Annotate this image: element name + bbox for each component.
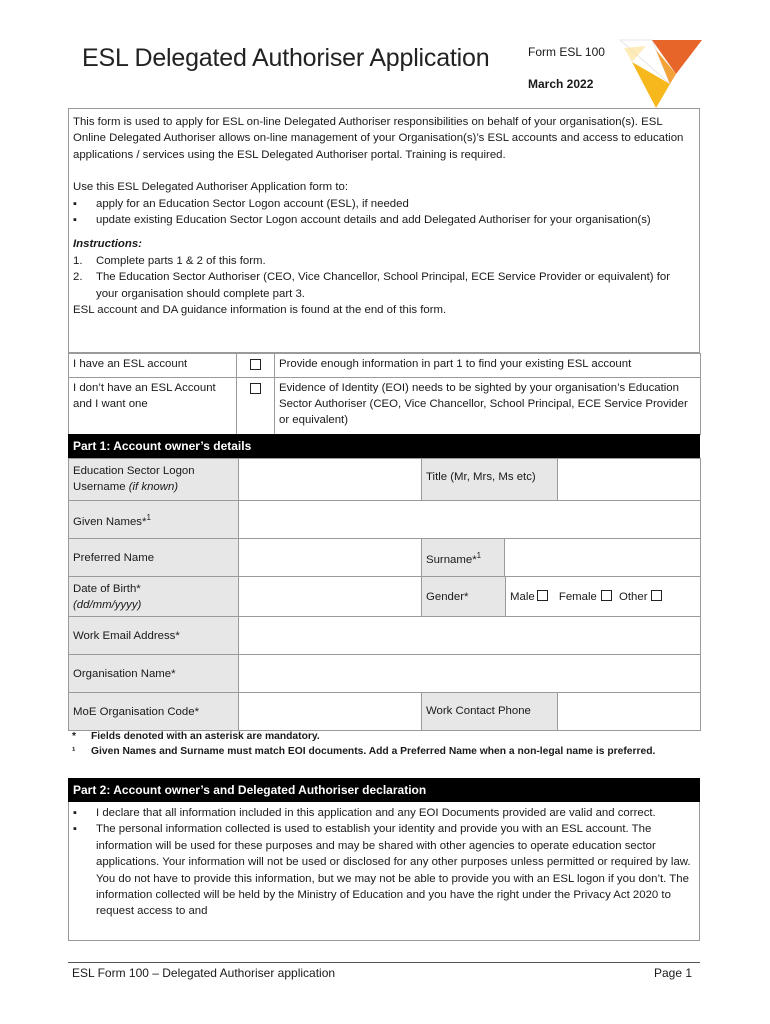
title-field[interactable] (558, 459, 700, 500)
org-name-label: Organisation Name* (69, 655, 239, 693)
title-label: Title (Mr, Mrs, Ms etc) (422, 459, 558, 500)
phone-row-cell (422, 693, 701, 731)
username-label: Education Sector Logon Username (73, 465, 195, 493)
username-hint: (if known) (128, 481, 179, 493)
preferred-name-label: Preferred Name (69, 539, 239, 577)
gender-option-female: Female (558, 590, 597, 603)
gender-options (506, 577, 701, 617)
moe-code-label: MoE Organisation Code* (69, 693, 239, 731)
footnote-marker: ¹ (72, 746, 76, 757)
surname-field[interactable] (505, 539, 700, 576)
page-number: Page 1 (654, 966, 693, 980)
footnote-marker: * (72, 731, 77, 742)
given-names-label: Given Names* (73, 515, 147, 528)
part2-heading: Part 2: Account owner’s and Delegated Authoriser declaration (68, 778, 700, 802)
gender-option-other: Other (619, 590, 648, 603)
org-name-field[interactable] (239, 655, 701, 693)
preferred-name-field[interactable] (239, 539, 422, 577)
moe-code-field[interactable] (239, 693, 422, 731)
option-cell (237, 354, 275, 378)
intro-section (68, 108, 700, 353)
dob-hint: (dd/mm/yyyy) (73, 599, 142, 611)
checkbox-icon[interactable] (250, 383, 261, 394)
given-names-label-cell (69, 501, 239, 539)
guidance-text: ESL account and DA guidance information is found at the end of this form. (73, 304, 447, 317)
surname-row-cell (422, 539, 701, 577)
instruction-text: Complete parts 1 & 2 of this form. (96, 254, 266, 267)
checkbox-icon[interactable] (537, 590, 548, 601)
surname-label-cell (422, 539, 505, 576)
footnote-marker: 1 (146, 512, 151, 522)
footnote-item (72, 744, 702, 759)
declaration-item: ▪ The personal information collected is used to establish your identity and provide you with an ESL account. The information will be used for these purposes and may be shared with other agencies to operate education sector applications. Your information will not be used or disclosed for any other purposes unless permitted or required by law. You do not have to provide this information, but we may not be able to provide you with an ESL logon if you don’t. The information collected will be held by the Ministry of Education and you have the right under the Privacy Act 2020 to request access to and (73, 821, 695, 919)
title-row-cell (422, 459, 701, 501)
page-title: ESL Delegated Authoriser Application (82, 44, 490, 72)
form-date: March 2022 (528, 77, 594, 91)
footnote-marker: 1 (476, 551, 482, 560)
option-description: Provide enough information in part 1 to find your existing ESL account (275, 354, 701, 378)
gender-option-male: Male (510, 590, 535, 603)
instruction-number: 2. (73, 271, 83, 284)
declaration-section (68, 802, 700, 941)
footer-form-name: ESL Form 100 – Delegated Authoriser application (72, 966, 336, 980)
footer-divider (68, 962, 700, 963)
given-names-field[interactable] (239, 501, 701, 539)
option-cell (237, 378, 275, 435)
part1-heading: Part 1: Account owner’s details (68, 434, 700, 458)
footnote-text: Given Names and Surname must match EOI documents. Add a Preferred Name when a non-legal name is preferred. (91, 746, 656, 757)
checkbox-icon[interactable] (651, 590, 662, 601)
use-item: ▪ update existing Education Sector Logon account details and add Delegated Authoriser for your organisation(s) (73, 212, 695, 228)
option-label: I don’t have an ESL Account and I want one (69, 378, 237, 435)
work-phone-field[interactable] (558, 693, 700, 730)
gender-label: Gender* (422, 577, 506, 617)
checkbox-icon[interactable] (601, 590, 612, 601)
instructions-heading: Instructions: (73, 238, 142, 251)
use-item: ▪ apply for an Education Sector Logon account (ESL), if needed (73, 196, 695, 212)
checkbox-icon[interactable] (250, 359, 261, 370)
instruction-item (73, 253, 695, 269)
option-label: I have an ESL account (69, 354, 237, 378)
username-label-cell (69, 459, 239, 501)
surname-label: Surname* (426, 553, 477, 566)
instruction-number: 1. (73, 254, 83, 267)
option-description: Evidence of Identity (EOI) needs to be sighted by your organisation’s Education Sector Authoriser (CEO, Vice Chancellor, School Principal, ECE Service Provider or equivalent) (275, 378, 701, 435)
dob-label-cell (69, 577, 239, 617)
use-heading: Use this ESL Delegated Authoriser Application form to: (73, 181, 348, 194)
footnote-text: Fields denoted with an asterisk are mandatory. (91, 731, 320, 742)
account-details-table (68, 458, 701, 731)
triangle-logo-icon (616, 38, 706, 112)
declaration-item: ▪ I declare that all information included in this application and any EOI Documents provided are valid and correct. (73, 805, 695, 821)
instruction-text: The Education Sector Authoriser (CEO, Vice Chancellor, School Principal, ECE Service Provider or equivalent) for your organisation should complete part 3. (96, 271, 671, 300)
work-phone-label: Work Contact Phone (422, 693, 558, 730)
dob-field[interactable] (239, 577, 422, 617)
account-options-table (68, 353, 701, 435)
dob-label: Date of Birth* (73, 583, 141, 595)
footnotes (72, 729, 702, 759)
intro-paragraph: This form is used to apply for ESL on-line Delegated Authoriser responsibilities on behalf of your organisation(s). ESL Online Delegated Authoriser allows on-line management of your Organisation(s)’s ESL accounts and access to education applications / services using the ESL Delegated Authoriser portal. Training is required. (73, 116, 684, 161)
footnote-item (72, 729, 702, 744)
instruction-item (73, 269, 695, 302)
work-email-label: Work Email Address* (69, 617, 239, 655)
form-number: Form ESL 100 (528, 45, 605, 59)
username-field[interactable] (239, 459, 422, 501)
work-email-field[interactable] (239, 617, 701, 655)
